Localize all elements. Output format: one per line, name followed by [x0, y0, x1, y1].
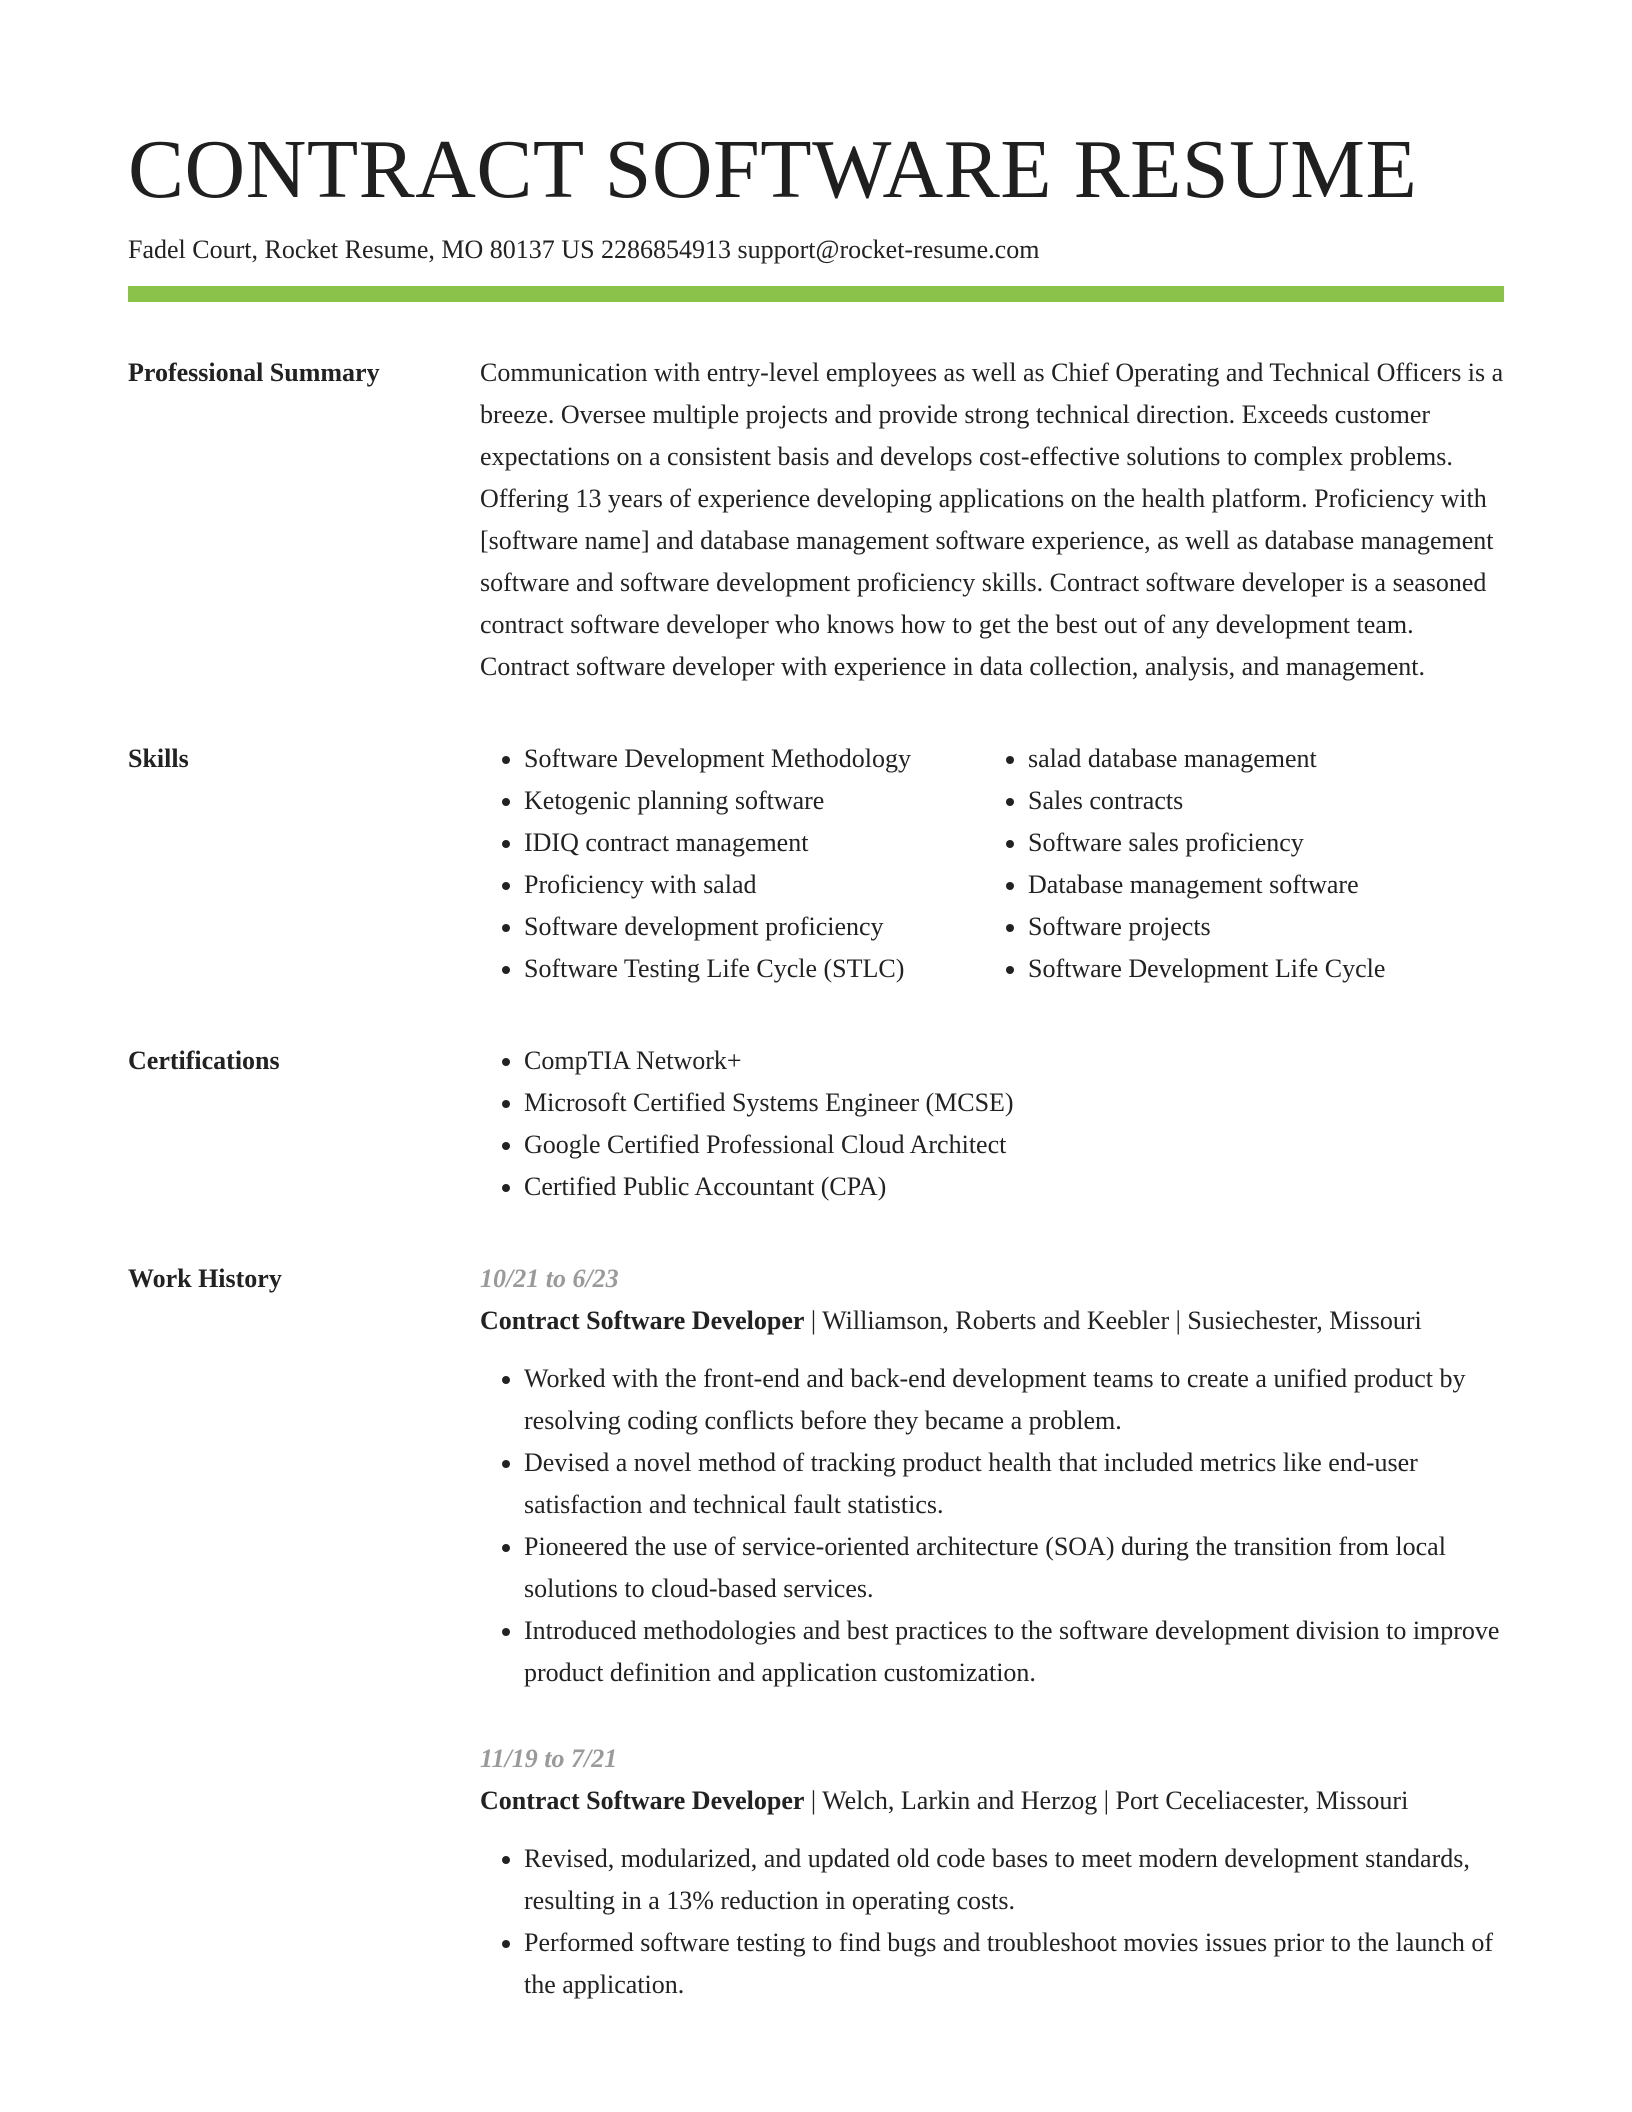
section-label: Professional Summary [128, 358, 380, 387]
section-content [480, 1040, 1504, 1208]
job-bullet: • Devised a novel method of tracking product health that included metrics like end-user satisfaction and technical fault statistics. [524, 1442, 1504, 1526]
job-heading [480, 1300, 1504, 1342]
skill-item: • Software sales proficiency [1028, 822, 1504, 864]
section-skills [128, 738, 1504, 990]
header-divider [128, 286, 1504, 302]
certification-item: • CompTIA Network+ [524, 1040, 1504, 1082]
job-bullets [480, 1358, 1504, 1694]
section-certifications [128, 1040, 1504, 1208]
skills-list-right [984, 738, 1504, 990]
skills-list-left [480, 738, 984, 990]
skill-item: • IDIQ contract management [524, 822, 984, 864]
contact-line: Fadel Court, Rocket Resume, MO 80137 US 2286854913 support@rocket-resume.com [128, 235, 1040, 264]
section-label: Certifications [128, 1046, 280, 1075]
job-entry [480, 1738, 1504, 2006]
skill-item: • Ketogenic planning software [524, 780, 984, 822]
job-entry [480, 1258, 1504, 1694]
section-content [480, 352, 1504, 688]
certification-item: • Google Certified Professional Cloud Architect [524, 1124, 1504, 1166]
skill-item: • Software Development Methodology [524, 738, 984, 780]
skill-item: • Database management software [1028, 864, 1504, 906]
section-content [480, 1258, 1504, 2006]
skills-grid [480, 738, 1504, 990]
skill-item: • Software Testing Life Cycle (STLC) [524, 948, 984, 990]
job-details: | Williamson, Roberts and Keebler | Susiechester, Missouri [804, 1306, 1422, 1335]
job-bullet: • Introduced methodologies and best practices to the software development division to improve product definition and application customization. [524, 1610, 1504, 1694]
section-label: Skills [128, 744, 189, 773]
job-bullet: • Worked with the front-end and back-end development teams to create a unified product by resolving coding conflicts before they became a problem. [524, 1358, 1504, 1442]
certification-item: • Microsoft Certified Systems Engineer (MCSE) [524, 1082, 1504, 1124]
skill-item: • Sales contracts [1028, 780, 1504, 822]
skill-item: • Software projects [1028, 906, 1504, 948]
job-title: Contract Software Developer [480, 1786, 805, 1815]
summary-text: Communication with entry-level employees as well as Chief Operating and Technical Officers is a breeze. Oversee multiple projects and provide strong technical direction. Exceeds customer expectations on a consistent basis and develops cost-effective solutions to complex problems. Offering 13 years of experience developing applications on the health platform. Proficiency with [software name] and database management software experience, as well as database management software and software development proficiency skills. Contract software developer is a seasoned contract software developer who knows how to get the best out of any development team. Contract software developer with experience in data collection, analysis, and management. [480, 358, 1504, 681]
job-bullets [480, 1838, 1504, 2006]
job-bullet: • Revised, modularized, and updated old code bases to meet modern development standards, resulting in a 13% reduction in operating costs. [524, 1838, 1504, 1922]
job-dates: 10/21 to 6/23 [480, 1264, 619, 1293]
job-bullet: • Performed software testing to find bugs and troubleshoot movies issues prior to the launch of the application. [524, 1922, 1504, 2006]
section-summary [128, 352, 1504, 688]
section-label: Work History [128, 1264, 282, 1293]
job-details: | Welch, Larkin and Herzog | Port Ceceliacester, Missouri [804, 1786, 1409, 1815]
certifications-list [480, 1040, 1504, 1208]
skill-item: • salad database management [1028, 738, 1504, 780]
skill-item: • Proficiency with salad [524, 864, 984, 906]
resume-title: CONTRACT SOFTWARE RESUME [128, 123, 1418, 216]
job-title: Contract Software Developer [480, 1306, 805, 1335]
skill-item: • Software Development Life Cycle [1028, 948, 1504, 990]
job-bullet: • Pioneered the use of service-oriented architecture (SOA) during the transition from local solutions to cloud-based services. [524, 1526, 1504, 1610]
certification-item: • Certified Public Accountant (CPA) [524, 1166, 1504, 1208]
job-dates: 11/19 to 7/21 [480, 1744, 618, 1773]
section-work-history [128, 1258, 1504, 2006]
resume-page [128, 120, 1504, 2006]
job-heading [480, 1780, 1504, 1822]
skill-item: • Software development proficiency [524, 906, 984, 948]
